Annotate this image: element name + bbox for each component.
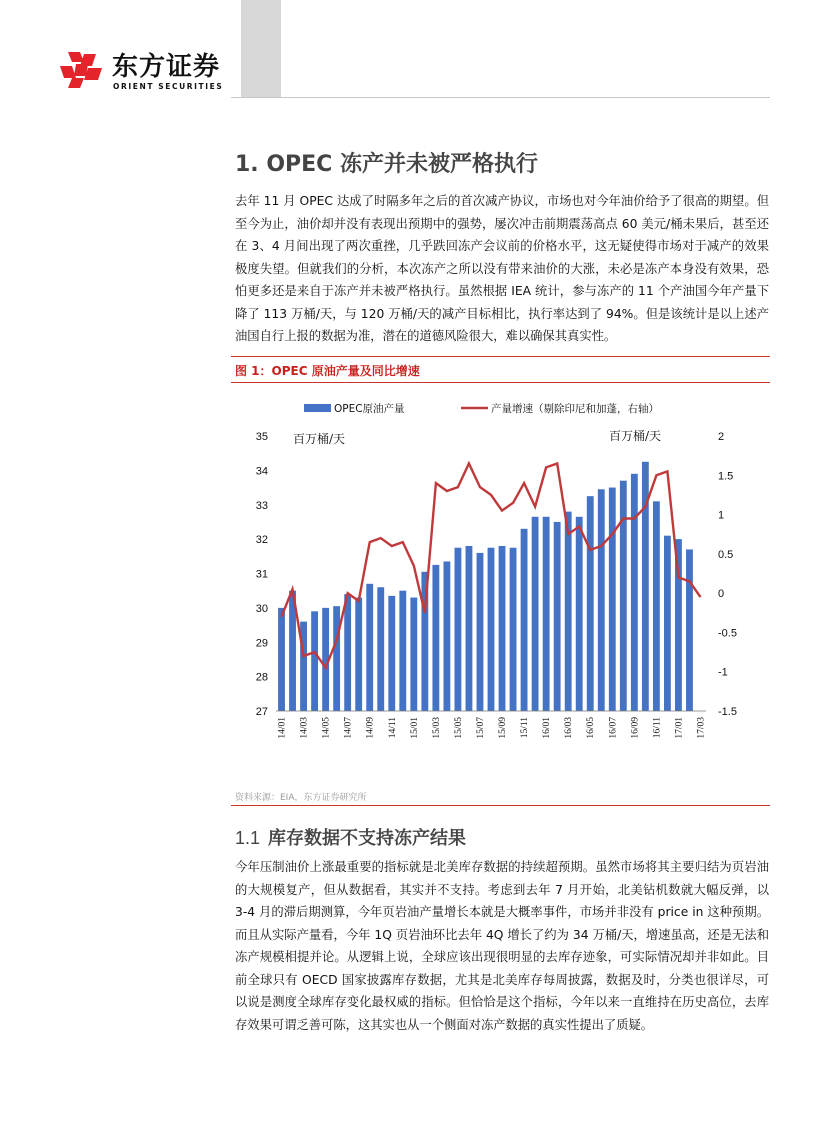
production-bar [344, 594, 351, 711]
production-bar [399, 591, 406, 711]
production-bar [499, 546, 506, 711]
production-bar [377, 587, 384, 711]
right-axis-unit-label: 百万桶/天 [609, 429, 662, 443]
x-axis-tick-label: 16/09 [630, 717, 641, 739]
production-bar [278, 608, 285, 711]
production-bar [554, 522, 561, 711]
production-bar [587, 496, 594, 711]
right-axis-tick-label: -0.5 [718, 627, 737, 640]
production-bar [311, 611, 318, 711]
right-axis-tick-label: 1.5 [718, 470, 734, 483]
chart-legend [304, 402, 659, 415]
section-1-1-paragraph: 今年压制油价上涨最重要的指标就是北美库存数据的持续超预期。虽然市场将其主要归结为页岩油的大规模复产，但从数据看，其实并不支持。考虑到去年 7 月开始，北美钻机数就大幅反弹，以 3-4 月的滞后期测算，今年页岩油产量增长本就是大概率事件，市场并非没有 price in 这种预期。而且从实际产量看，今年 1Q 页岩油环比去年 4Q 增长了约为 34 万桶/天，增速虽高，还是无法和冻产规模相提并论。从逻辑上说，全球应该出现很明显的去库存迹象，可实际情况却并非如此。目前全球只有 OECD 国家披露库存数据，尤其是北美库存每周披露，数据及时，分类也很详尽，可以说是测度全球库存变化最权威的指标。但恰恰是这个指标，今年以来一直维持在历史高位，去库存效果可谓乏善可陈，这其实也从一个侧面对冻产数据的真实性提出了质疑。 [235, 860, 769, 1032]
right-axis-tick-label: -1 [718, 666, 728, 679]
header-sidebar-bar [241, 0, 281, 97]
section-1-1-number: 1.1 [235, 828, 261, 848]
x-axis-tick-label: 16/05 [586, 717, 597, 739]
left-axis-tick-label: 31 [255, 568, 268, 581]
figure-top-rule [231, 356, 770, 357]
x-axis-tick-label: 15/09 [498, 717, 509, 739]
left-axis-tick-label: 32 [255, 534, 268, 547]
section-1-title: 1. OPEC 冻产并未被严格执行 [235, 152, 538, 177]
production-bar [488, 548, 495, 711]
production-bar [410, 598, 417, 711]
figure-source: 资料来源：EIA，东方证券研究所 [235, 793, 367, 803]
legend-line-label: 产量增速（剔除印尼和加蓬，右轴） [491, 403, 659, 415]
company-name-cn: 东方证券 [112, 52, 221, 82]
production-bar [631, 474, 638, 711]
production-bar [455, 548, 462, 711]
orient-securities-logo-icon [58, 50, 106, 90]
right-axis-tick-label: 0.5 [718, 548, 734, 561]
left-axis-tick-label: 29 [255, 637, 268, 650]
x-axis-tick-label: 15/07 [475, 717, 486, 739]
x-axis-tick-label: 15/01 [409, 717, 420, 739]
right-axis-tick-label: -1.5 [718, 706, 737, 718]
left-axis-tick-label: 30 [255, 602, 268, 615]
x-axis-tick-label: 14/01 [277, 717, 288, 739]
production-bar [565, 512, 572, 711]
production-bar [620, 481, 627, 711]
production-bar [388, 596, 395, 711]
legend-bar-label: OPEC原油产量 [334, 403, 405, 415]
x-axis-tick-label: 16/07 [608, 717, 619, 739]
production-bar [609, 488, 616, 711]
header-rule [231, 97, 770, 98]
production-bar [543, 517, 550, 711]
left-axis-tick-label: 34 [255, 465, 268, 478]
left-axis-unit-label: 百万桶/天 [293, 432, 346, 446]
production-bar [333, 606, 340, 711]
x-axis-tick-label: 15/05 [453, 717, 464, 739]
production-bar [686, 549, 693, 711]
x-axis-tick-label: 16/11 [652, 717, 663, 739]
section-1-1-heading [235, 824, 466, 850]
production-bar [653, 501, 660, 711]
x-axis-tick-label: 15/03 [431, 717, 442, 739]
x-axis-tick-label: 14/11 [387, 717, 398, 739]
figure-title-rule [231, 382, 770, 383]
production-bar [598, 489, 605, 711]
production-bar [664, 536, 671, 711]
x-axis-tick-label: 17/01 [674, 717, 685, 739]
x-axis-tick-label: 15/11 [520, 717, 531, 739]
x-axis-tick-label: 14/03 [299, 717, 310, 739]
x-axis-tick-label: 14/05 [321, 717, 332, 739]
section-1-1-title: 库存数据不支持冻产结果 [268, 828, 467, 849]
left-axis-tick-label: 28 [255, 671, 268, 684]
figure-bottom-rule [231, 805, 770, 806]
x-axis-tick-label: 14/09 [365, 717, 376, 739]
production-bar [532, 517, 539, 711]
opec-production-chart [231, 395, 751, 785]
legend-bar-swatch [304, 404, 331, 412]
left-axis-tick-label: 27 [255, 706, 268, 718]
production-bar [443, 561, 450, 711]
section-1-paragraph: 去年 11 月 OPEC 达成了时隔多年之后的首次减产协议，市场也对今年油价给予了很高的期望。但至今为止，油价却并没有表现出预期中的强势，屡次冲击前期震荡高点 60 美元/桶未果后，甚至还在 3、4 月间出现了两次重挫，几乎跌回冻产会议前的价格水平，这无疑使得市场对于减产的效果极度失望。但就我们的分析，本次冻产之所以没有带来油价的大涨，未必是冻产本身没有效果，恐怕更多还是来自于冻产并未被严格执行。虽然根据 IEA 统计，参与冻产的 11 个产油国今年产量下降了 113 万桶/天，与 120 万桶/天的减产目标相比，执行率达到了 94%。但是该统计是以上述产油国自行上报的数据为准，潜在的道德风险很大，难以确保其真实性。 [235, 194, 769, 343]
x-axis-tick-label: 17/03 [696, 717, 707, 739]
x-axis-tick-label: 14/07 [343, 717, 354, 739]
production-bar [521, 529, 528, 711]
production-bar [432, 565, 439, 711]
figure-1-title: 图 1：OPEC 原油产量及同比增速 [235, 364, 420, 378]
production-bar [466, 546, 473, 711]
right-axis-tick-label: 0 [718, 588, 725, 601]
production-bar [510, 548, 517, 711]
left-axis-tick-label: 35 [255, 431, 268, 443]
production-bar [355, 598, 362, 711]
x-axis-tick-label: 16/01 [542, 717, 553, 739]
right-axis-tick-label: 2 [718, 431, 725, 443]
production-bar [366, 584, 373, 711]
production-bar [477, 553, 484, 711]
production-bar [576, 517, 583, 711]
left-axis-tick-label: 33 [255, 499, 268, 512]
right-axis-tick-label: 1 [718, 509, 725, 522]
company-name-en: ORIENT SECURITIES [113, 82, 224, 91]
x-axis-tick-label: 16/03 [564, 717, 575, 739]
